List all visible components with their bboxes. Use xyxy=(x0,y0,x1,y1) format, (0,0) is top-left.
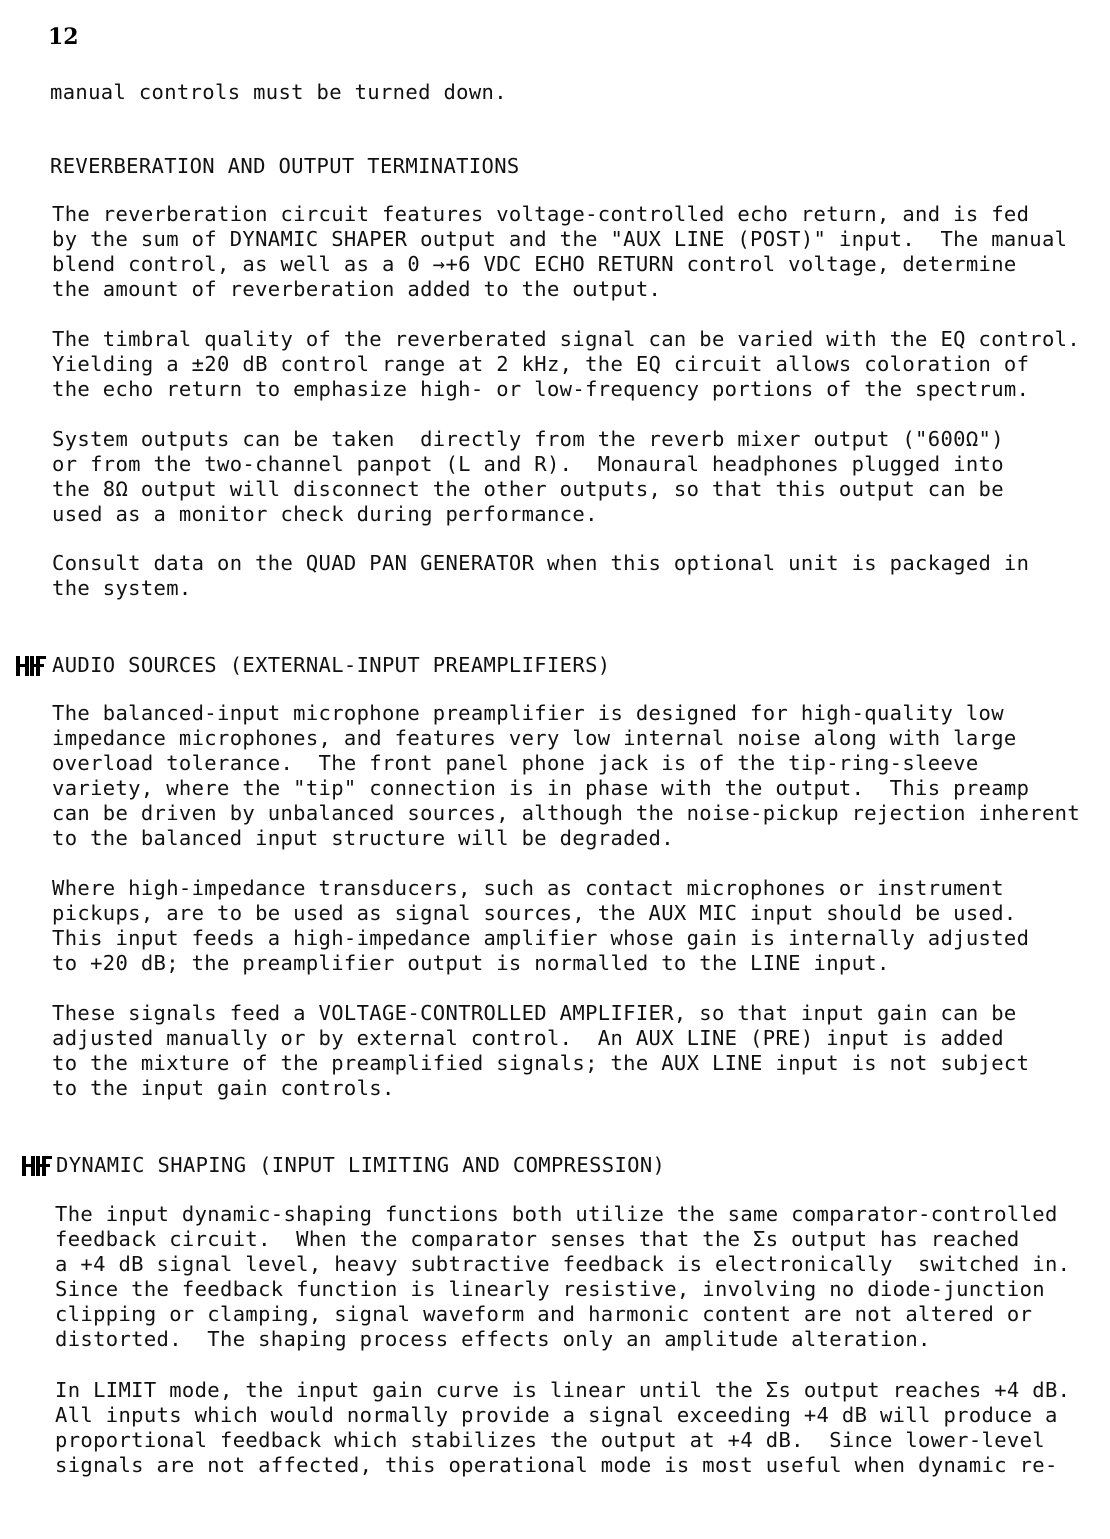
text-line: Consult data on the QUAD PAN GENERATOR when this optional unit is packaged in xyxy=(52,551,1030,575)
text-line: In LIMIT mode, the input gain curve is linear until the Σs output reaches +4 dB. xyxy=(55,1378,1071,1402)
text-line: to +20 dB; the preamplifier output is normalled to the LINE input. xyxy=(52,951,890,975)
text-line: pickups, are to be used as signal sources, the AUX MIC input should be used. xyxy=(52,901,1017,925)
text-line: feedback circuit. When the comparator senses that the Σs output has reached xyxy=(55,1227,1020,1251)
text-line: The balanced-input microphone preamplifier is designed for high-quality low xyxy=(52,701,1004,725)
paragraph-quad-pan xyxy=(52,551,1082,601)
text-line: These signals feed a VOLTAGE-CONTROLLED AMPLIFIER, so that input gain can be xyxy=(52,1001,1017,1025)
text-line: can be driven by unbalanced sources, although the noise-pickup rejection inherent xyxy=(52,801,1081,825)
text-line: distorted. The shaping process effects only an amplitude alteration. xyxy=(55,1327,931,1351)
text-line: manual controls must be turned down. xyxy=(50,80,507,104)
text-line: The reverberation circuit features voltage-controlled echo return, and is fed xyxy=(52,202,1030,226)
manufacturer-logo-icon xyxy=(14,653,48,679)
text-line: to the balanced input structure will be degraded. xyxy=(52,826,674,850)
text-line: variety, where the "tip" connection is in phase with the output. This preamp xyxy=(52,776,1030,800)
paragraph-system-outputs xyxy=(52,427,1082,527)
text-line: System outputs can be taken directly from the reverb mixer output ("600Ω") xyxy=(52,427,1004,451)
section-heading-audio-sources: AUDIO SOURCES (EXTERNAL-INPUT PREAMPLIFIERS) xyxy=(52,653,611,677)
page-number: 12 xyxy=(48,24,79,50)
text-line: clipping or clamping, signal waveform and harmonic content are not altered or xyxy=(55,1302,1033,1326)
paragraph-reverb-circuit xyxy=(52,202,1082,302)
paragraph-mic-preamp xyxy=(52,701,1082,851)
intro-paragraph xyxy=(50,80,1080,105)
paragraph-timbral-quality xyxy=(52,327,1082,402)
text-line: overload tolerance. The front panel phone jack is of the tip-ring-sleeve xyxy=(52,751,979,775)
paragraph-vca-feed xyxy=(52,1001,1082,1101)
section-heading-dynamic-shaping: DYNAMIC SHAPING (INPUT LIMITING AND COMPRESSION) xyxy=(56,1153,666,1177)
paragraph-high-impedance xyxy=(52,876,1082,976)
text-line: by the sum of DYNAMIC SHAPER output and the "AUX LINE (POST)" input. The manual xyxy=(52,227,1068,251)
manufacturer-logo-icon xyxy=(20,1153,54,1179)
text-line: Since the feedback function is linearly resistive, involving no diode-junction xyxy=(55,1277,1045,1301)
text-line: or from the two-channel panpot (L and R). Monaural headphones plugged into xyxy=(52,452,1004,476)
text-line: impedance microphones, and features very low internal noise along with large xyxy=(52,726,1017,750)
text-line: The input dynamic-shaping functions both utilize the same comparator-controlled xyxy=(55,1202,1058,1226)
paragraph-dynamic-shaping xyxy=(55,1202,1085,1352)
text-line: the echo return to emphasize high- or low-frequency portions of the spectrum. xyxy=(52,377,1030,401)
text-line: This input feeds a high-impedance amplifier whose gain is internally adjusted xyxy=(52,926,1030,950)
text-line: a +4 dB signal level, heavy subtractive feedback is electronically switched in. xyxy=(55,1252,1071,1276)
text-line: the system. xyxy=(52,576,192,600)
text-line: adjusted manually or by external control. An AUX LINE (PRE) input is added xyxy=(52,1026,1004,1050)
text-line: Yielding a ±20 dB control range at 2 kHz, the EQ circuit allows coloration of xyxy=(52,352,1030,376)
text-line: to the mixture of the preamplified signals; the AUX LINE input is not subject xyxy=(52,1051,1030,1075)
text-line: to the input gain controls. xyxy=(52,1076,395,1100)
text-line: the 8Ω output will disconnect the other outputs, so that this output can be xyxy=(52,477,1004,501)
text-line: proportional feedback which stabilizes the output at +4 dB. Since lower-level xyxy=(55,1428,1045,1452)
text-line: signals are not affected, this operational mode is most useful when dynamic re- xyxy=(55,1453,1058,1477)
section-heading-reverberation: REVERBERATION AND OUTPUT TERMINATIONS xyxy=(50,154,520,178)
text-line: All inputs which would normally provide a signal exceeding +4 dB will produce a xyxy=(55,1403,1058,1427)
paragraph-limit-mode xyxy=(55,1378,1085,1478)
text-line: Where high-impedance transducers, such as contact microphones or instrument xyxy=(52,876,1004,900)
text-line: The timbral quality of the reverberated signal can be varied with the EQ control. xyxy=(52,327,1081,351)
text-line: blend control, as well as a 0 →+6 VDC ECHO RETURN control voltage, determine xyxy=(52,252,1017,276)
text-line: the amount of reverberation added to the output. xyxy=(52,277,662,301)
text-line: used as a monitor check during performance. xyxy=(52,502,598,526)
